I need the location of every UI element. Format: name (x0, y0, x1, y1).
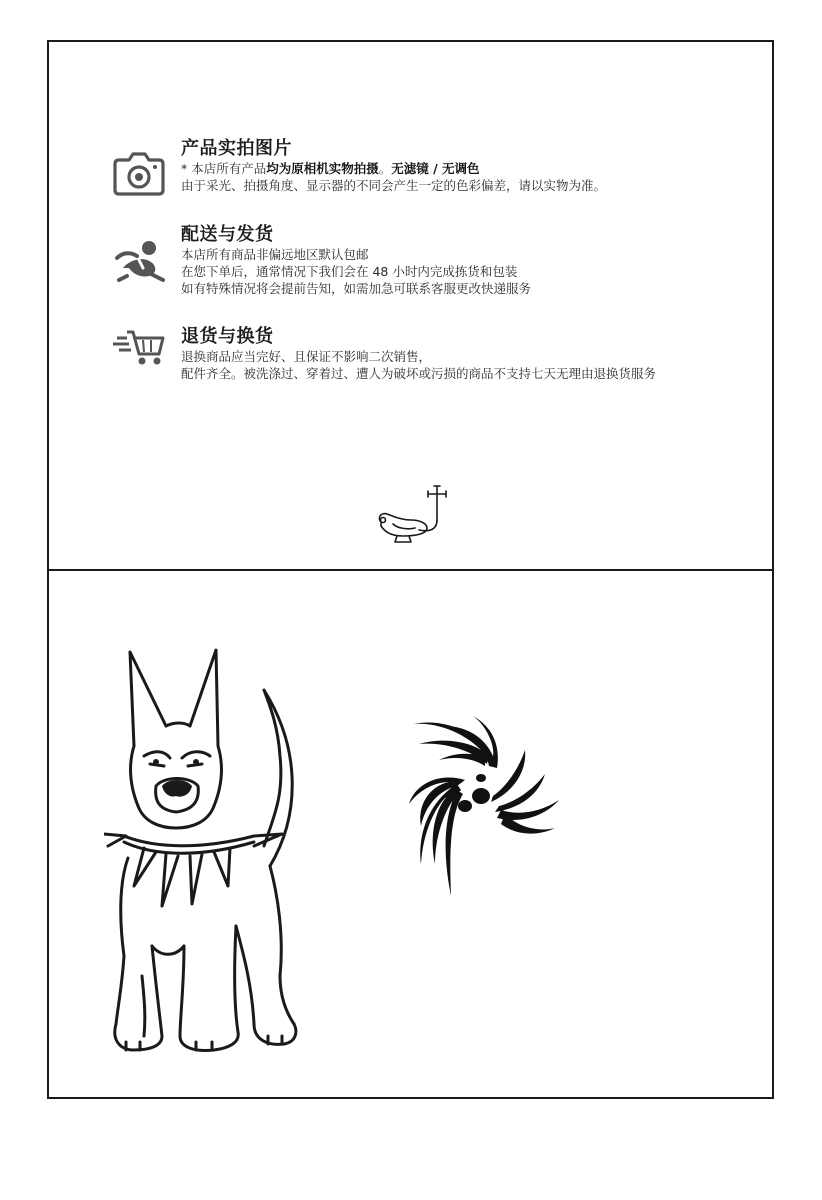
policy-panel (47, 40, 774, 571)
section-line: 由于采光、拍摄角度、显示器的不同会产生一定的色彩偏差，请以实物为准。 (181, 178, 607, 193)
photos-section (181, 138, 606, 194)
section-line: 在您下单后，通常情况下我们会在 48 小时内完成拣货和包装 (181, 264, 518, 279)
camera-icon (113, 152, 165, 196)
section-line: 如有特殊情况将会提前告知，如需加急可联系客服更改快递服务 (181, 281, 532, 296)
shipping-section (181, 224, 531, 297)
section-title: 配送与发货 (181, 224, 274, 245)
section-line: * 本店所有产品均为原相机实物拍摄。无滤镜 / 无调色 (181, 161, 480, 176)
section-title: 产品实拍图片 (181, 138, 292, 159)
illustration-panel (47, 569, 774, 1099)
returns-section (181, 326, 656, 382)
section-line: 本店所有商品非偏远地区默认包邮 (181, 247, 369, 262)
section-line: 配件齐全。被洗涤过、穿着过、遭人为破坏或污损的商品不支持七天无理由退换货服务 (181, 366, 657, 381)
spiked-collar-dog-drawing (104, 646, 304, 1070)
ink-swirl-drawing (369, 686, 569, 920)
oil-lamp-cross-logo (371, 480, 451, 554)
shopping-cart-icon (113, 328, 165, 366)
section-line: 退换商品应当完好、且保证不影响二次销售， (181, 349, 432, 364)
delivery-runner-icon (113, 238, 167, 284)
section-title: 退货与换货 (181, 326, 274, 347)
